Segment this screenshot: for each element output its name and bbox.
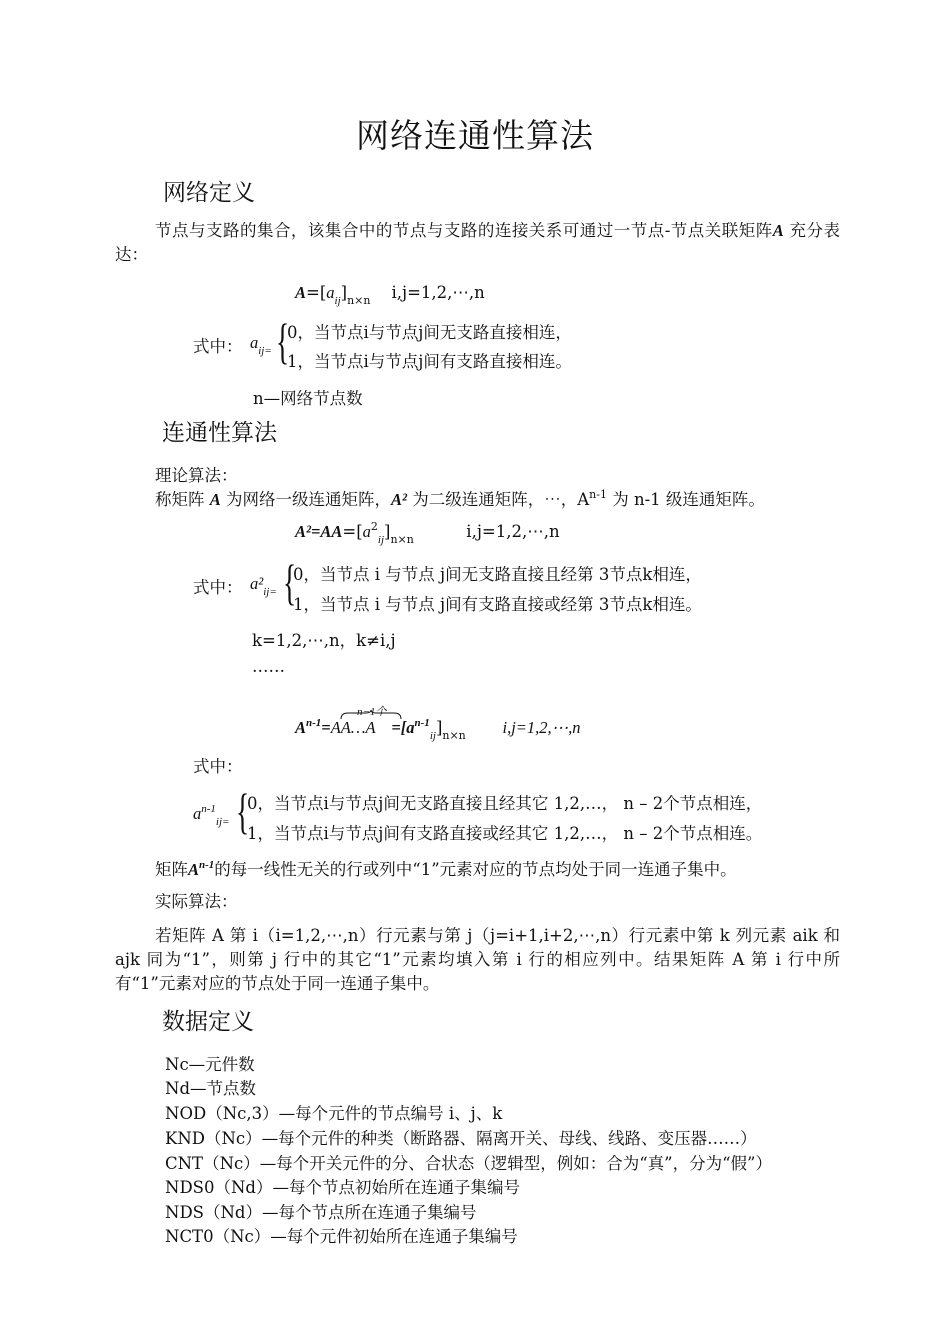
where-label-2: 式中： <box>193 578 243 597</box>
conclusion-line: 矩阵$A^{n-1}$的每一线性无关的行或列中“1”元素对应的节点均处于同一连通子集中。 <box>155 859 737 879</box>
brace-3: { <box>236 783 250 839</box>
list-item: CNT（Nc）—每个开关元件的分、合状态（逻辑型，例如：合为“真”，分为“假”） <box>165 1154 772 1173</box>
case-has-branch: 1，当节点i与节点j间有支路直接相连。 <box>287 352 572 371</box>
ellipsis: …… <box>252 657 285 676</box>
case-no-branch: 0，当节点i与节点j间无支路直接相连， <box>287 323 572 342</box>
brace-1: { <box>276 313 290 369</box>
casen-no-branch: 0，当节点i与节点j间无支路直接且经其它 1,2,…， n – 2个节点相连， <box>247 794 763 813</box>
list-item: NDS0（Nd）—每个节点初始所在连通子集编号 <box>165 1178 520 1197</box>
casen-has-branch: 1，当节点i与节点j间有支路直接或经其它 1,2,…， n – 2个节点相连。 <box>247 824 763 843</box>
theory-algorithm-label: 理论算法： <box>155 466 238 485</box>
list-item: Nd—节点数 <box>165 1079 256 1098</box>
practical-algorithm-paragraph: 若矩阵 A 第 i（i=1,2,⋯,n）行元素与第 j（j=i+1,i+2,⋯,n）行元素中第 k 列元素 aik 和 ajk 同为“1”，则第 j 行中的其它“1”元素均填入第 i 行的相应列中。结果矩阵 A 第 i 行中所有“1”元素对应的节点处于同一连通子集中。 <box>115 926 840 993</box>
theory-description: 称矩阵 A 为网络一级连通矩阵，A² 为二级连通矩阵，⋯，$A^{n-1}$ 为 n-1 级连通矩阵。 <box>155 488 765 509</box>
network-definition-paragraph: 节点与支路的集合，该集合中的节点与支路的连接关系可通过一节点-节点关联矩阵A 充分表达： <box>115 221 841 264</box>
aij-symbol: $a_{ij=}$ <box>250 333 272 357</box>
where-label-3: 式中： <box>193 757 243 776</box>
overbrace-label: n−1个 <box>357 706 387 718</box>
list-item: NDS（Nd）—每个节点所在连通子集编号 <box>165 1203 477 1222</box>
section-heading-data-definition: 数据定义 <box>162 1009 254 1035</box>
a2ij-symbol: $a^2_{ij=}$ <box>250 574 277 598</box>
an-ij-symbol: $a^{n-1}_{ij=}$ <box>193 803 230 828</box>
k-range: k=1,2,⋯,n，k≠i,j <box>252 631 396 650</box>
brace-2: { <box>283 554 297 610</box>
list-item: NCT0（Nc）—每个元件初始所在连通子集编号 <box>165 1227 518 1246</box>
practical-algorithm-label: 实际算法： <box>155 892 238 911</box>
list-item: Nc—元件数 <box>165 1055 255 1074</box>
node-count-definition: n—网络节点数 <box>253 389 363 408</box>
list-item: NOD（Nc,3）—每个元件的节点编号 i、j、k <box>165 1104 503 1123</box>
section-heading-network-definition: 网络定义 <box>163 180 255 206</box>
adjacency-matrix-formula: $A=[a_{ij}]_{n\times n}$ i,j=1,2,⋯,n <box>295 283 485 307</box>
case2-has-branch: 1，当节点 i 与节点 j间有支路直接或经第 3节点k相连。 <box>293 595 702 614</box>
section-heading-connectivity-algorithm: 连通性算法 <box>162 420 277 446</box>
case2-no-branch: 0，当节点 i 与节点 j间无支路直接且经第 3节点k相连， <box>293 565 702 584</box>
list-item: KND（Nc）—每个元件的种类（断路器、隔离开关、母线、线路、变压器……） <box>165 1129 757 1148</box>
where-label-1: 式中： <box>193 337 243 356</box>
second-order-matrix-formula: $A^2=AA=[a^2_{ij}]_{n\times n}$ i,j=1,2,⋯,n <box>295 520 560 546</box>
nth-order-matrix-formula: $A^{n-1}=AA\dots A$ $=[a^{n-1}_{ij}]_{n\times n}$ i,j=1,2,⋯,n <box>295 717 581 742</box>
page-title: 网络连通性算法 <box>356 116 594 155</box>
